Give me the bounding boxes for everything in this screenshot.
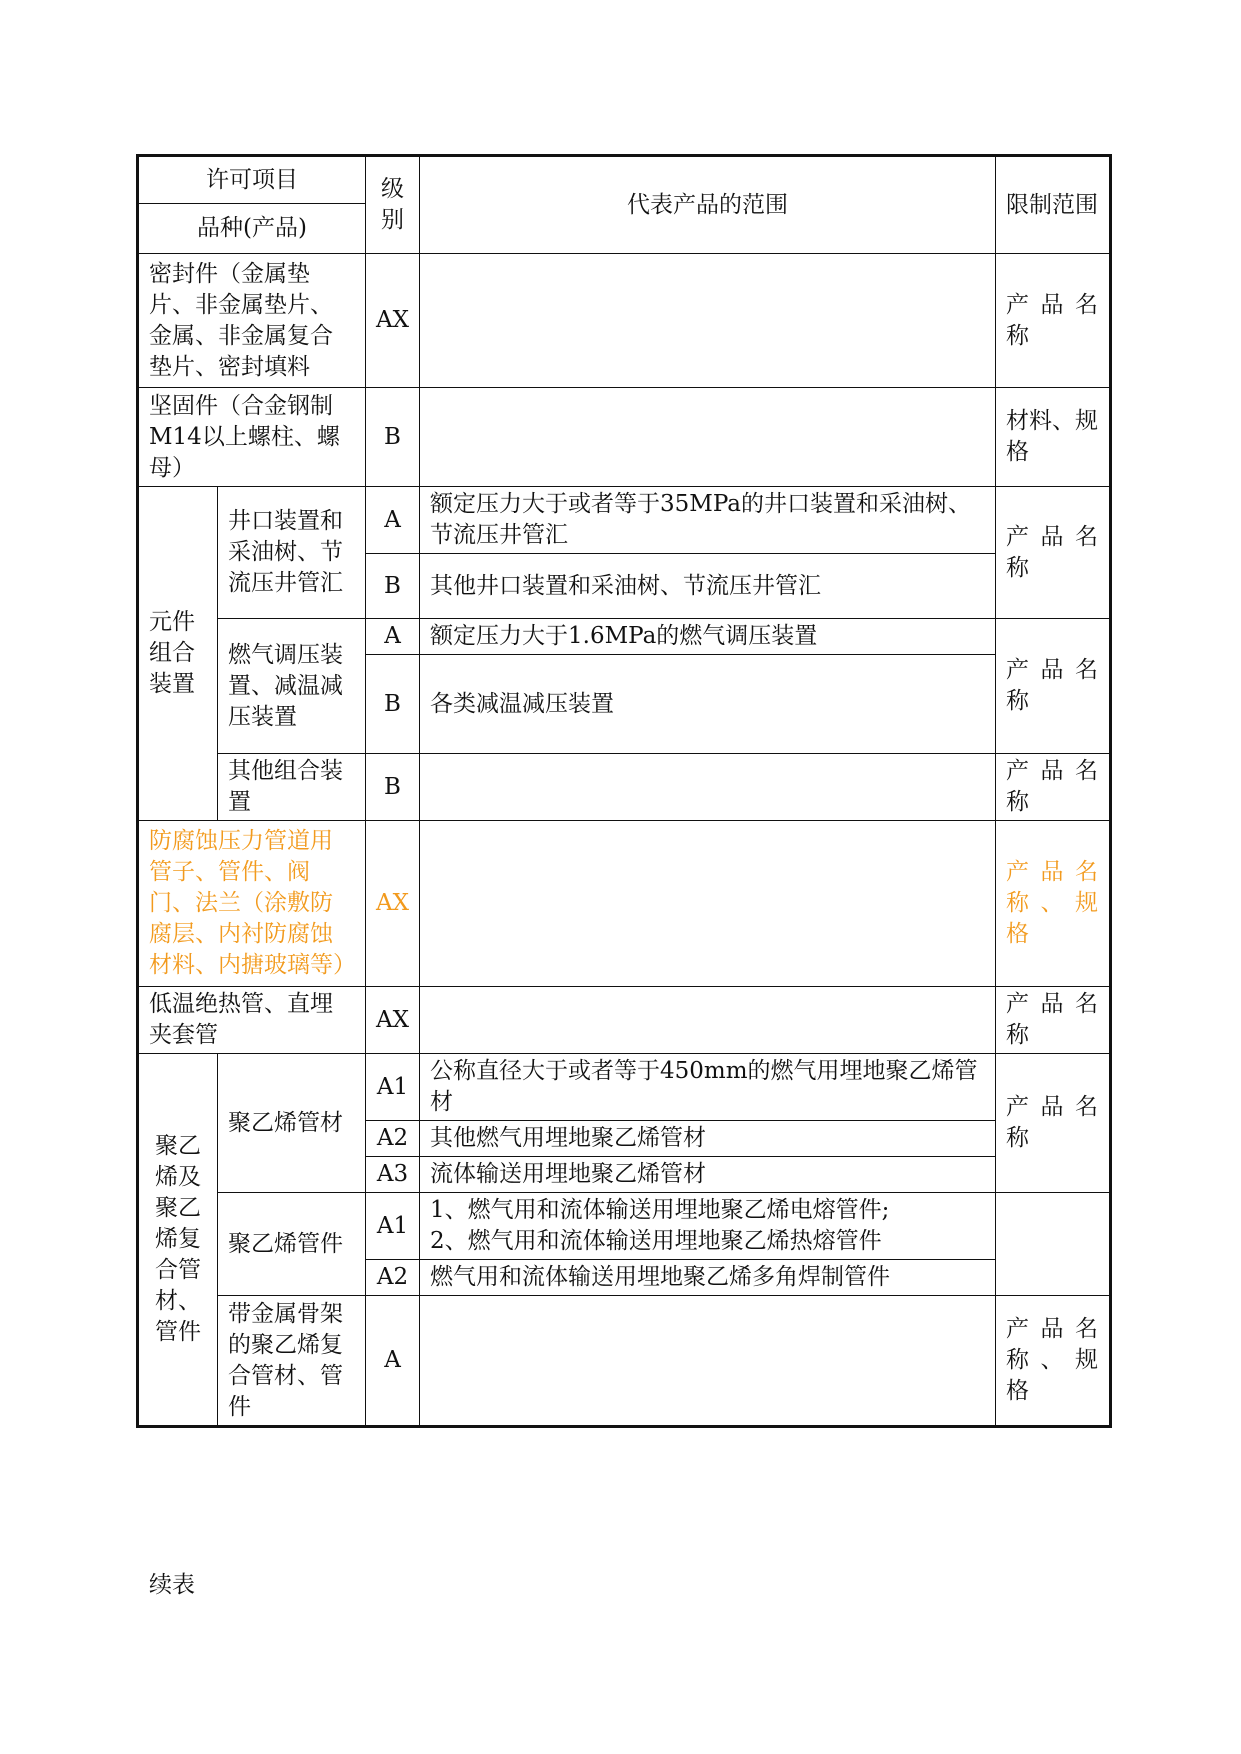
- table-row: [138, 987, 1111, 1054]
- item-level: A: [366, 487, 420, 554]
- item-scope: 额定压力大于1.6MPa的燃气调压装置: [420, 619, 996, 655]
- item-scope: [420, 754, 996, 821]
- item-scope: [420, 1296, 996, 1427]
- item-scope: [420, 254, 996, 388]
- item-name: 密封件（金属垫片、非金属垫片、金属、非金属复合垫片、密封填料: [138, 254, 366, 388]
- item-level: A2: [366, 1121, 420, 1157]
- header-level: 级别: [366, 156, 420, 254]
- item-limit: 产 品 名称: [996, 487, 1111, 619]
- item-limit: 产 品 名称: [996, 987, 1111, 1054]
- item-scope: [420, 388, 996, 487]
- item-level: A: [366, 619, 420, 655]
- header-scope: 代表产品的范围: [420, 156, 996, 254]
- item-limit: 产 品 名称、规格: [996, 821, 1111, 987]
- item-scope: 燃气用和流体输送用埋地聚乙烯多角焊制管件: [420, 1260, 996, 1296]
- item-scope: 额定压力大于或者等于35MPa的井口装置和采油树、节流压井管汇: [420, 487, 996, 554]
- item-level: A2: [366, 1260, 420, 1296]
- item-scope: 公称直径大于或者等于450mm的燃气用埋地聚乙烯管材: [420, 1054, 996, 1121]
- header-variety: 品种(产品): [138, 204, 366, 254]
- item-scope: 其他燃气用埋地聚乙烯管材: [420, 1121, 996, 1157]
- item-limit: 产 品 名称、规格: [996, 1296, 1111, 1427]
- item-scope-line: 2、燃气用和流体输送用埋地聚乙烯热熔管件: [430, 1228, 882, 1254]
- group-name: 元件组合装置: [138, 487, 218, 821]
- item-scope: 各类减温减压装置: [420, 655, 996, 754]
- item-level: A3: [366, 1157, 420, 1193]
- continued-label: 续表: [149, 1572, 195, 1598]
- item-name: 带金属骨架的聚乙烯复合管材、管件: [218, 1296, 366, 1427]
- item-level: A1: [366, 1193, 420, 1260]
- item-limit: 材料、规格: [996, 388, 1111, 487]
- header-limit: 限制范围: [996, 156, 1111, 254]
- item-name: 其他组合装置: [218, 754, 366, 821]
- item-name: 防腐蚀压力管道用管子、管件、阀门、法兰（涂敷防腐层、内衬防腐蚀材料、内搪玻璃等）: [138, 821, 366, 987]
- item-level: A: [366, 1296, 420, 1427]
- table-row: [138, 254, 1111, 388]
- table-row: [138, 619, 1111, 655]
- item-limit: 产 品 名称: [996, 619, 1111, 754]
- item-name: 井口装置和采油树、节流压井管汇: [218, 487, 366, 619]
- item-level: A1: [366, 1054, 420, 1121]
- header-license-item: 许可项目: [138, 156, 366, 204]
- item-name: 低温绝热管、直埋夹套管: [138, 987, 366, 1054]
- item-level: AX: [366, 987, 420, 1054]
- table-row: [138, 1054, 1111, 1121]
- item-level: B: [366, 754, 420, 821]
- table-row: [138, 754, 1111, 821]
- item-limit: [996, 1193, 1111, 1296]
- item-scope: 其他井口装置和采油树、节流压井管汇: [420, 554, 996, 619]
- license-table: [136, 154, 1112, 1428]
- item-scope: [420, 821, 996, 987]
- item-level: B: [366, 554, 420, 619]
- item-name: 燃气调压装置、减温减压装置: [218, 619, 366, 754]
- item-scope-line: 1、燃气用和流体输送用埋地聚乙烯电熔管件;: [430, 1197, 890, 1223]
- item-level: AX: [366, 821, 420, 987]
- table-row: [138, 388, 1111, 487]
- item-limit: 产 品 名称: [996, 254, 1111, 388]
- item-scope: 流体输送用埋地聚乙烯管材: [420, 1157, 996, 1193]
- item-limit: 产 品 名称: [996, 1054, 1111, 1193]
- group-name: 聚乙烯及聚乙烯复合管材、管件: [138, 1054, 218, 1427]
- item-scope: [420, 987, 996, 1054]
- header-row: [138, 156, 1111, 204]
- item-name: 聚乙烯管材: [218, 1054, 366, 1193]
- table-row: [138, 1193, 1111, 1260]
- item-level: B: [366, 655, 420, 754]
- item-level: B: [366, 388, 420, 487]
- table-row-highlighted: [138, 821, 1111, 987]
- item-level: AX: [366, 254, 420, 388]
- item-name: 聚乙烯管件: [218, 1193, 366, 1296]
- item-name: 坚固件（合金钢制M14以上螺柱、螺母）: [138, 388, 366, 487]
- table-row: [138, 1296, 1111, 1427]
- table-row: [138, 487, 1111, 554]
- item-limit: 产 品 名称: [996, 754, 1111, 821]
- item-scope: [420, 1193, 996, 1260]
